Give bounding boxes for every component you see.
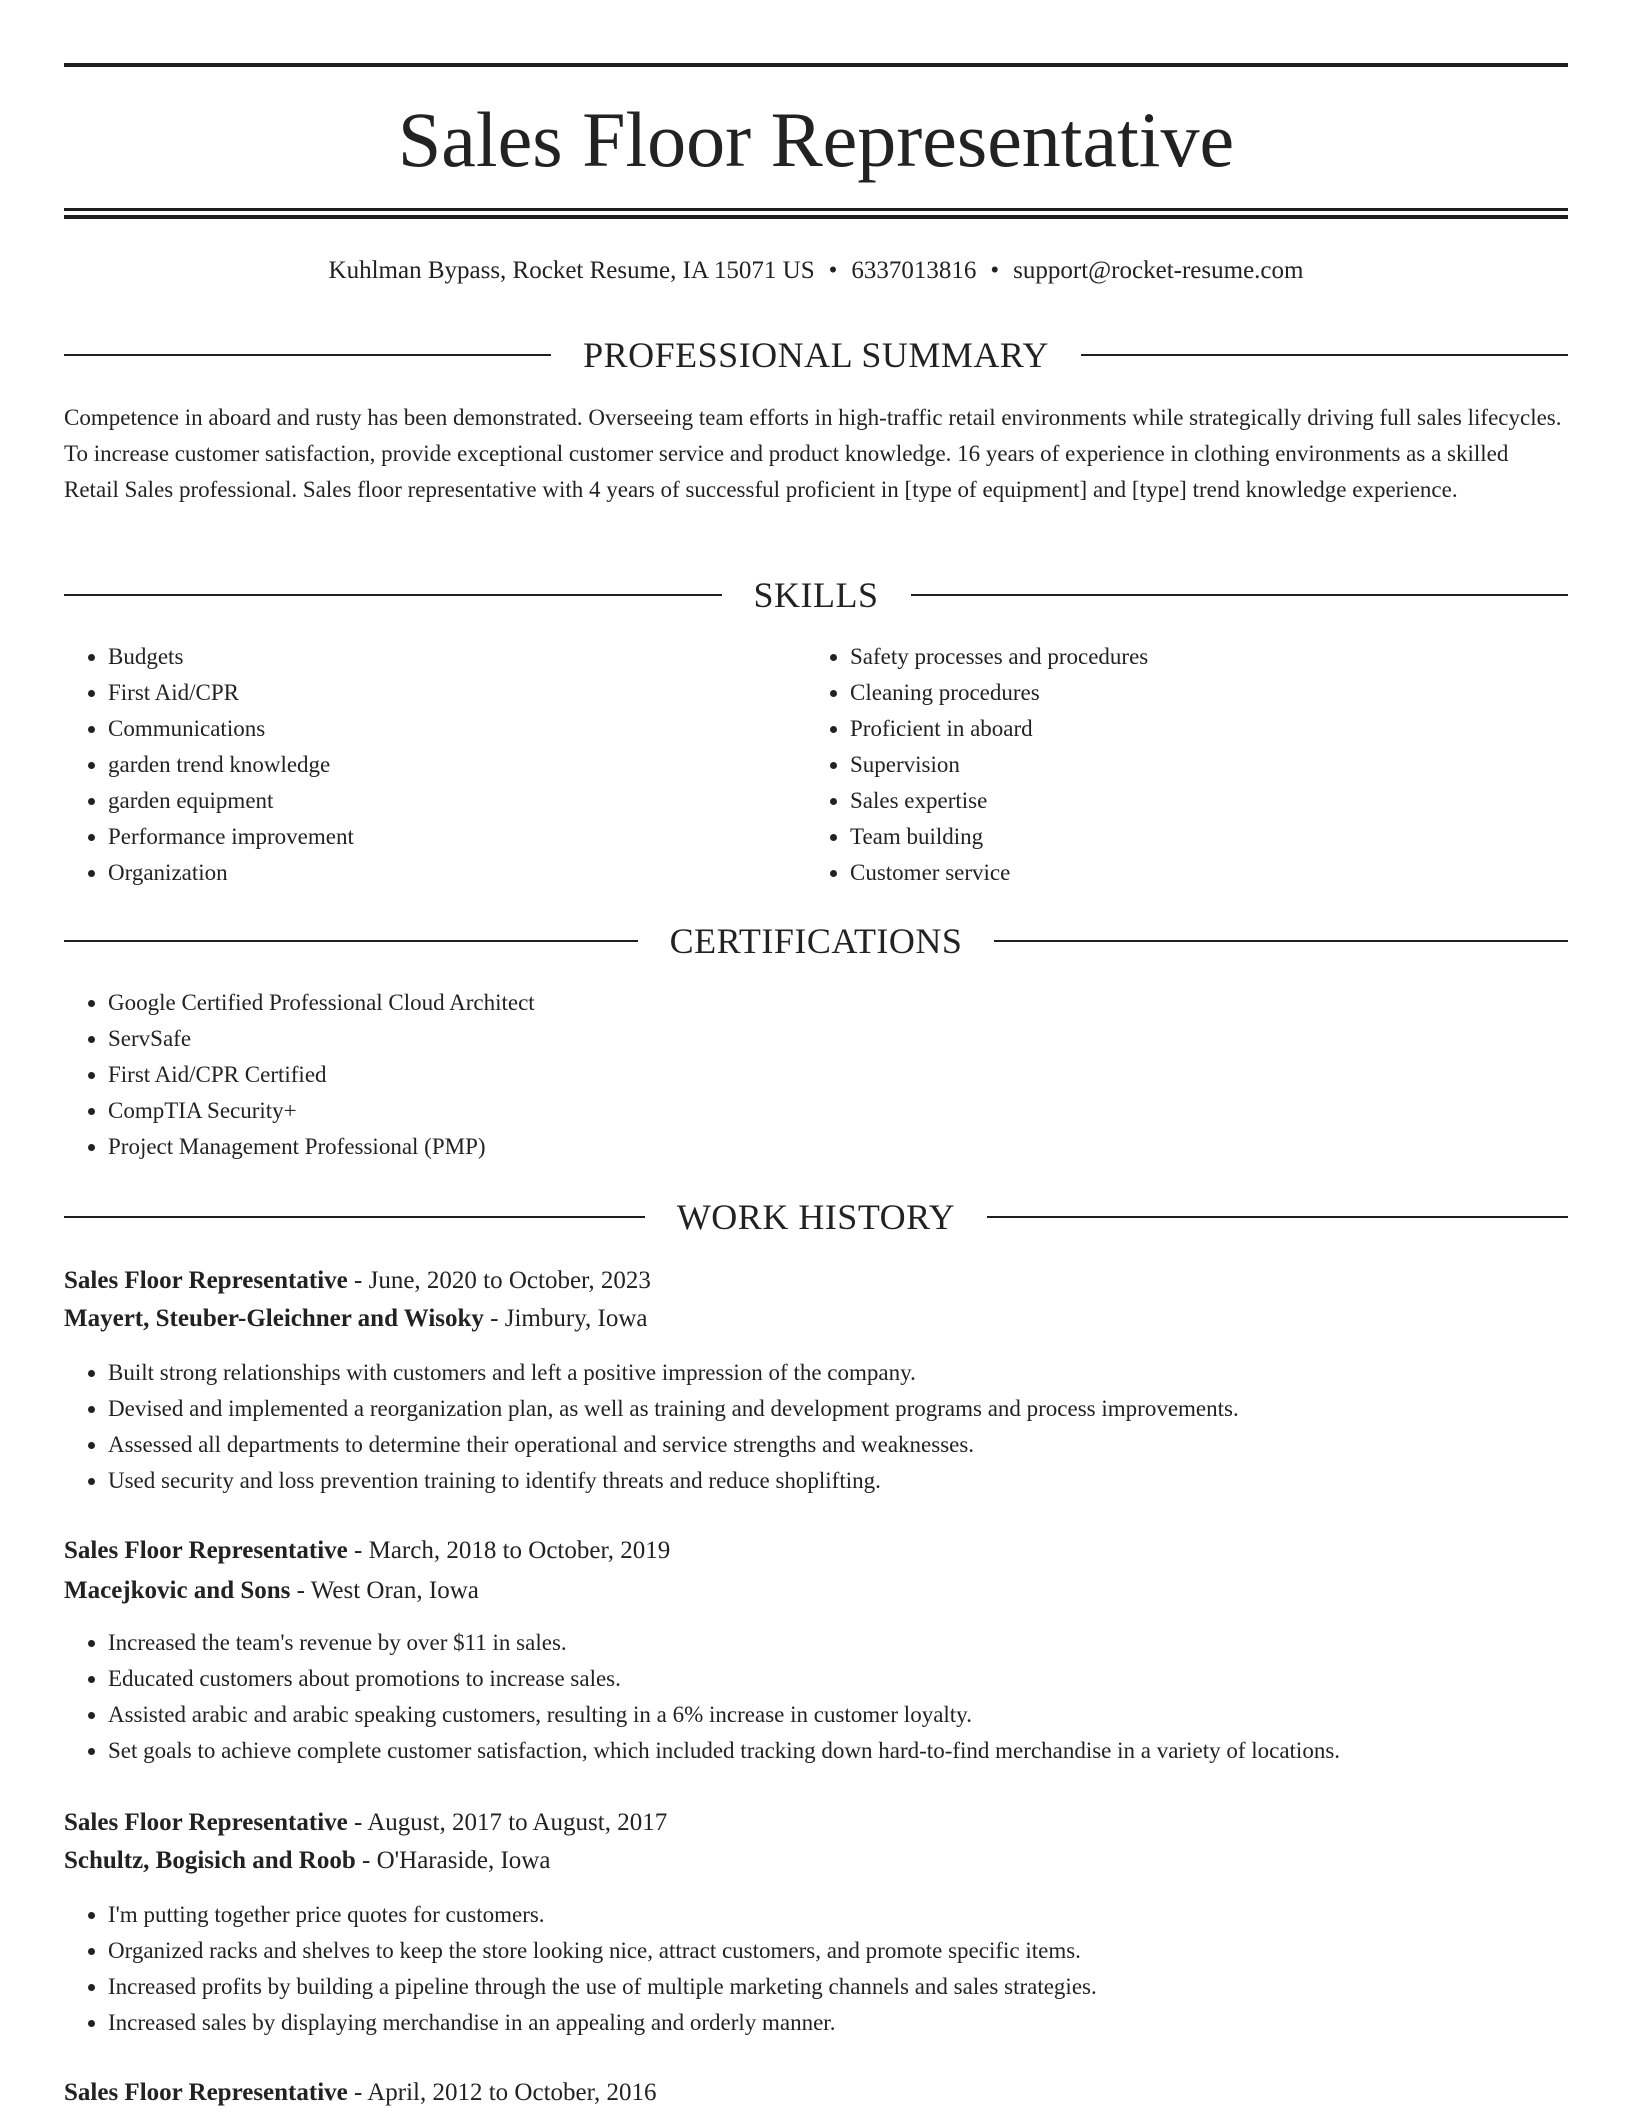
skill-item: • Sales expertise [850, 783, 1550, 819]
skill-item: • garden equipment [108, 783, 788, 819]
job-dates: - April, 2012 to October, 2016 [347, 2079, 657, 2106]
skill-item: • Organization [108, 855, 788, 891]
job-bullet: • Increased sales by displaying merchandise in an appealing and orderly manner. [108, 2005, 1588, 2041]
skills-list-right [806, 639, 1550, 891]
job-dates: - June, 2020 to October, 2023 [347, 1267, 651, 1294]
job-title: Sales Floor Representative [64, 2079, 348, 2106]
job-bullets [64, 1897, 1588, 2041]
summary-text: Competence in aboard and rusty has been demonstrated. Overseeing team efforts in high-traffic retail environments while strategically driving full sales lifecycles. To increase customer satisfaction, provide exceptional customer service and product knowledge. 16 years of experience in clothing environments as a skilled Retail Sales professional. Sales floor representative with 4 years of successful proficient in [type of equipment] and [type] trend knowledge experience. [64, 405, 1562, 502]
contact-line [64, 254, 1568, 288]
skill-item: • garden trend knowledge [108, 747, 788, 783]
title-rule-lower [64, 215, 1568, 219]
job-location: - O'Haraside, Iowa [355, 1847, 551, 1874]
certifications-list [64, 985, 1508, 1165]
contact-email: support@rocket-resume.com [1013, 257, 1304, 284]
job-company: Mayert, Steuber-Gleichner and Wisoky [64, 1305, 484, 1332]
job-title: Sales Floor Representative [64, 1267, 348, 1294]
job-bullet: • Used security and loss prevention training to identify threats and reduce shoplifting. [108, 1463, 1588, 1499]
heading-rule-left [64, 354, 551, 356]
job-company: Schultz, Bogisich and Roob [64, 1847, 356, 1874]
heading-rule-left [64, 594, 722, 596]
contact-phone: 6337013816 [851, 257, 977, 284]
heading-rule-right [911, 594, 1569, 596]
job-bullet: • Organized racks and shelves to keep the store looking nice, attract customers, and promote specific items. [108, 1933, 1588, 1969]
skills-heading [64, 573, 1568, 617]
skill-item: • Communications [108, 711, 788, 747]
job-dates: - August, 2017 to August, 2017 [347, 1809, 668, 1836]
certification-item: • ServSafe [108, 1021, 1508, 1057]
certification-item: • Project Management Professional (PMP) [108, 1129, 1508, 1165]
summary-heading-label: PROFESSIONAL SUMMARY [583, 335, 1049, 375]
skill-item: • Cleaning procedures [850, 675, 1550, 711]
skills-list-left [64, 639, 788, 891]
work-history-heading-label: WORK HISTORY [676, 1197, 956, 1237]
job-bullet: • Educated customers about promotions to increase sales. [108, 1661, 1588, 1697]
job-bullet: • Assisted arabic and arabic speaking customers, resulting in a 6% increase in customer loyalty. [108, 1697, 1588, 1733]
job-bullet: • Assessed all departments to determine their operational and service strengths and weaknesses. [108, 1427, 1588, 1463]
job-location: - West Oran, Iowa [290, 1577, 479, 1604]
skill-item: • Proficient in aboard [850, 711, 1550, 747]
job-bullets [64, 1355, 1588, 1499]
work-history-heading [64, 1195, 1568, 1239]
job-company-line [64, 1573, 479, 1609]
page-title: Sales Floor Representative [397, 96, 1235, 183]
job-title: Sales Floor Representative [64, 1809, 348, 1836]
job-title-line [64, 1533, 670, 1569]
contact-address: Kuhlman Bypass, Rocket Resume, IA 15071 US [328, 257, 815, 284]
summary-heading [64, 333, 1568, 377]
job-company: Macejkovic and Sons [64, 1577, 291, 1604]
job-bullet: • Set goals to achieve complete customer satisfaction, which included tracking down hard-to-find merchandise in a variety of locations. [108, 1733, 1588, 1769]
job-bullet: • Devised and implemented a reorganization plan, as well as training and development programs and process improvements. [108, 1391, 1588, 1427]
job-bullet: • Increased the team's revenue by over $11 in sales. [108, 1625, 1588, 1661]
skill-item: • Performance improvement [108, 819, 788, 855]
job-title-line [64, 2075, 656, 2111]
top-rule [64, 63, 1568, 67]
heading-rule-right [994, 940, 1568, 942]
skill-item: • First Aid/CPR [108, 675, 788, 711]
skill-item: • Team building [850, 819, 1550, 855]
heading-rule-left [64, 940, 638, 942]
job-dates: - March, 2018 to October, 2019 [347, 1537, 671, 1564]
certification-item: • CompTIA Security+ [108, 1093, 1508, 1129]
certifications-heading-label: CERTIFICATIONS [669, 921, 963, 961]
certifications-heading [64, 919, 1568, 963]
job-bullet: • Built strong relationships with customers and left a positive impression of the company. [108, 1355, 1588, 1391]
certification-item: • First Aid/CPR Certified [108, 1057, 1508, 1093]
skill-item: • Safety processes and procedures [850, 639, 1550, 675]
heading-rule-left [64, 1216, 645, 1218]
job-location: - Jimbury, Iowa [483, 1305, 648, 1332]
job-title: Sales Floor Representative [64, 1537, 348, 1564]
skill-item: • Supervision [850, 747, 1550, 783]
job-bullet: • I'm putting together price quotes for customers. [108, 1897, 1588, 1933]
job-company-line [64, 1301, 648, 1337]
certification-item: • Google Certified Professional Cloud Architect [108, 985, 1508, 1021]
skill-item: • Customer service [850, 855, 1550, 891]
contact-separator: • [828, 257, 838, 284]
skill-item: • Budgets [108, 639, 788, 675]
job-company-line [64, 1843, 550, 1879]
contact-separator: • [990, 257, 1000, 284]
job-bullets [64, 1625, 1588, 1769]
job-title-line [64, 1805, 667, 1841]
heading-rule-right [1081, 354, 1568, 356]
skills-heading-label: SKILLS [753, 575, 879, 615]
title-rule-upper [64, 208, 1568, 211]
job-title-line [64, 1263, 651, 1299]
job-bullet: • Increased profits by building a pipeline through the use of multiple marketing channels and sales strategies. [108, 1969, 1588, 2005]
heading-rule-right [987, 1216, 1568, 1218]
